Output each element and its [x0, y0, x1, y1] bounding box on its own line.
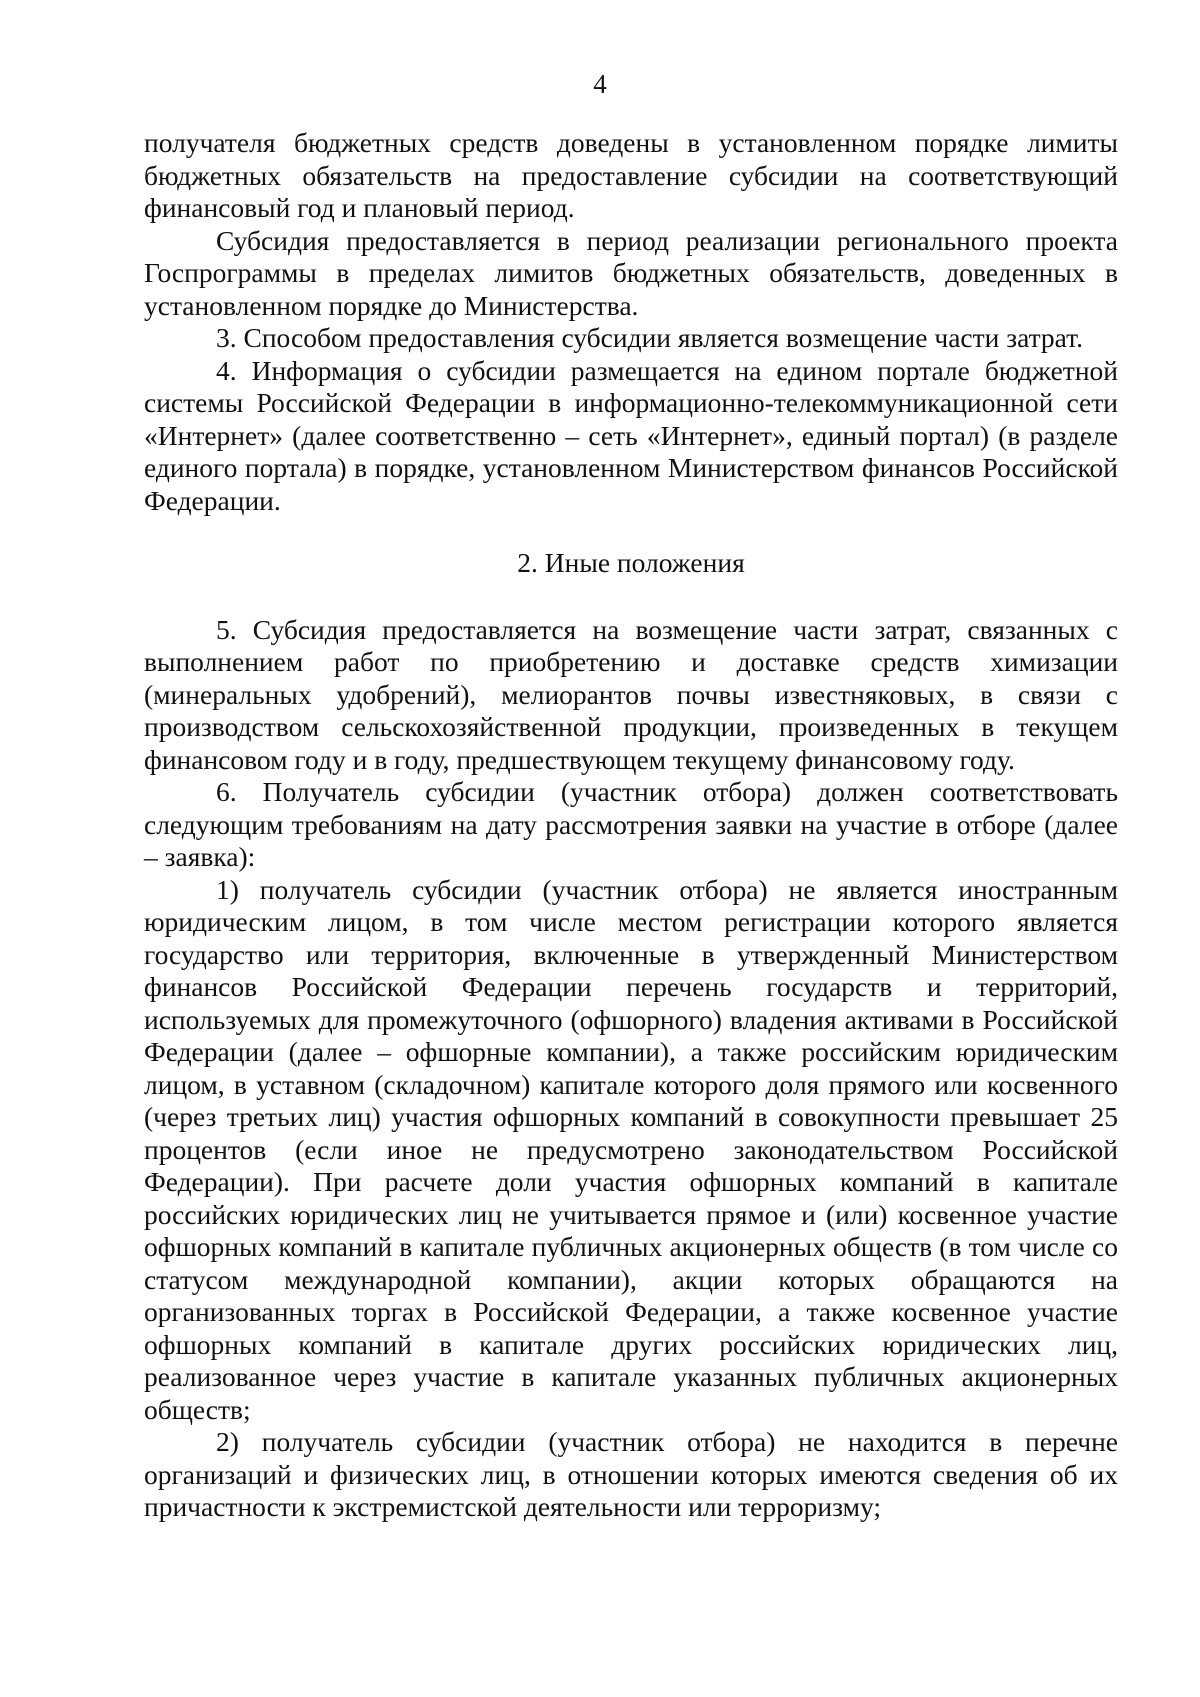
paragraph-4: 4. Информация о субсидии размещается на едином портале бюджетной системы Российской Федерации в информационно-телекоммуникационной сети «Интернет» (далее соответственно – сеть «Интернет», единый портал) (в разделе единого портала) в порядке, установленном Министерством финансов Российской Федерации.	[144, 354, 1118, 516]
paragraph-continuation: получателя бюджетных средств доведены в установленном порядке лимиты бюджетных обязательств на предоставление субсидии на соответствующий финансовый год и плановый период.	[144, 127, 1118, 223]
document-body	[144, 127, 1118, 1524]
paragraph-5: 5. Субсидия предоставляется на возмещение части затрат, связанных с выполнением работ по приобретению и доставке средств химизации (минеральных удобрений), мелиорантов почвы известняковых, в связи с производством сельскохозяйственной продукции, произведенных в текущем финансовом году и в году, предшествующем текущему финансовому году.	[144, 613, 1118, 775]
paragraph-subsidy-period: Субсидия предоставляется в период реализации регионального проекта Госпрограммы в пределах лимитов бюджетных обязательств, доведенных в установленном порядке до Министерства.	[144, 224, 1118, 321]
subparagraph-1: 1) получатель субсидии (участник отбора) не является иностранным юридическим лицом, в том числе местом регистрации которого является государство или территория, включенные в утвержденный Министерством финансов Российской Федерации перечень государств и территорий, используемых для промежуточного (офшорного) владения активами в Российской Федерации (далее – офшорные компании), а также российским юридическим лицом, в уставном (складочном) капитале которого доля прямого или косвенного (через третьих лиц) участия офшорных компаний в совокупности превышает 25 процентов (если иное не предусмотрено законодательством Российской Федерации). При расчете доли участия офшорных компаний в капитале российских юридических лиц не учитывается прямое и (или) косвенное участие офшорных компаний в капитале публичных акционерных обществ (в том числе со статусом международной компании), акции которых обращаются на организованных торгах в Российской Федерации, а также косвенное участие офшорных компаний в капитале других российских юридических лиц, реализованное через участие в капитале указанных публичных акционерных обществ;	[144, 873, 1118, 1425]
section-heading: 2. Иные положения	[517, 547, 745, 578]
paragraph-6: 6. Получатель субсидии (участник отбора) должен соответствовать следующим требованиям на дату рассмотрения заявки на участие в отборе (далее – заявка):	[144, 776, 1118, 872]
paragraph-3: 3. Способом предоставления субсидии является возмещение части затрат.	[216, 322, 1083, 353]
subparagraph-2: 2) получатель субсидии (участник отбора) не находится в перечне организаций и физических лиц, в отношении которых имеются сведения об их причастности к экстремистской деятельности или терроризму;	[144, 1426, 1118, 1522]
page-number: 4	[593, 69, 607, 99]
